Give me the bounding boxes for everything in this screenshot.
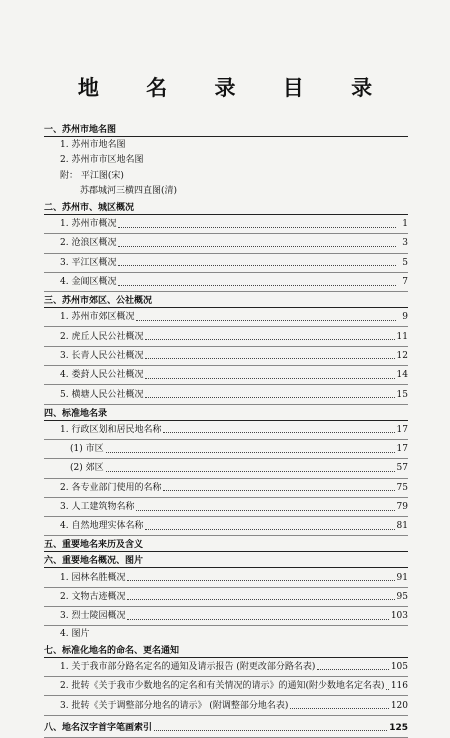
toc-entry-text: 附： 平江图(宋) [60,170,124,181]
toc-entry [44,366,408,385]
toc-entry-text: 2. 苏州市市区地名图 [60,155,144,166]
toc-entry [44,607,408,626]
toc-entry-text: 4. 金阊区概况 [60,277,117,288]
toc-entry [44,273,408,292]
toc-entry [44,677,408,696]
toc-entry-text: 4. 自然地理实体名称 [60,521,144,532]
page-number: 11 [396,331,408,342]
page-number: 9 [402,312,408,323]
toc-entry [44,498,408,517]
section-heading: 六、重要地名概况、图片 [44,555,408,568]
toc-entry [44,137,408,153]
section-heading: 四、标准地名录 [44,408,408,421]
toc-entry [44,308,408,327]
leader-dots [127,619,388,620]
leader-dots [106,471,395,472]
page-number: 105 [390,661,408,672]
page-number: 12 [396,350,408,361]
toc-entry [44,568,408,587]
toc-entry-text: 1. 苏州市郊区概况 [60,312,135,323]
toc-entry [44,184,408,200]
page-number: 75 [396,482,408,493]
toc-entry [44,153,408,169]
section-heading: 三、苏州市郊区、公社概况 [44,295,408,308]
toc-entry [44,696,408,715]
leader-dots [145,529,394,530]
toc-entry-text: 1. 苏州市概况 [60,219,117,230]
page-number: 103 [390,611,408,622]
leader-dots [154,730,387,731]
toc-entry-text: 2. 沧浪区概况 [60,238,117,249]
toc-entry-text: (1) 市区 [70,444,104,455]
leader-dots [145,378,394,379]
toc-entry-text: 2. 文物古迹概况 [60,591,126,602]
page-number: 7 [402,277,408,288]
page-number: 17 [396,444,408,455]
leader-dots [290,708,388,709]
leader-dots [118,227,396,228]
toc-entry [44,517,408,536]
leader-dots [145,339,394,340]
toc-entry [44,459,408,478]
page-title: 地 名 录 目 录 [77,75,393,100]
table-of-contents [44,124,408,738]
leader-dots [118,265,396,266]
toc-entry-text: 苏郡城河三横四直图(清) [80,186,178,197]
toc-entry-text: (2) 郊区 [70,463,104,474]
toc-entry [44,254,408,273]
leader-dots [163,490,394,491]
toc-entry-text: 3. 人工建筑物名称 [60,502,135,512]
leader-dots [136,510,394,511]
section-heading: 一、苏州市地名图 [44,124,408,137]
toc-entry [44,385,408,404]
toc-entry [44,421,408,440]
leader-dots [145,397,394,398]
toc-entry [44,626,408,642]
toc-entry-text: 3. 烈士陵园概况 [60,611,126,622]
toc-entry-text: 5. 横塘人民公社概况 [60,389,144,400]
page-number: 57 [396,463,408,474]
page-number: 17 [396,424,408,435]
toc-entry-text: 4. 图片 [60,629,90,640]
section-heading: 五、重要地名来历及含义 [44,539,408,552]
page-number: 95 [396,591,408,602]
toc-entry [44,234,408,253]
page-number: 91 [396,572,408,583]
section-heading: 七、标准化地名的命名、更名通知 [44,645,408,658]
leader-dots [127,580,394,581]
toc-entry [44,215,408,234]
page-number: 3 [402,238,408,249]
leader-dots [106,452,395,453]
page-number: 14 [396,370,408,381]
leader-dots [145,358,394,359]
page-number: 5 [402,257,408,268]
toc-entry-text: 2. 批转《关于我市少数地名的定名和有关情况的请示》的通知(附少数地名定名表) [60,681,385,692]
page-number: 120 [390,700,408,711]
toc-entry-text: 2. 各专业部门使用的名称 [60,482,162,493]
toc-entry [44,168,408,184]
leader-dots [136,320,396,321]
section-heading: 二、苏州市、城区概况 [44,202,408,215]
toc-entry-text: 3. 平江区概况 [60,257,117,268]
toc-entry-text: 4. 娄葑人民公社概况 [60,370,144,381]
page-number: 125 [389,722,408,733]
page-number: 15 [396,389,408,400]
toc-entry-text: 1. 园林名胜概况 [60,572,126,583]
toc-entry [44,440,408,459]
page-number: 116 [390,681,408,692]
page-number: 1 [402,219,408,230]
leader-dots [163,432,394,433]
toc-entry-text: 2. 虎丘人民公社概况 [60,331,144,342]
toc-entry-text: 1. 行政区划和居民地名称 [60,424,162,435]
leader-dots [386,689,388,690]
toc-entry-text: 1. 关于我市部分路名定名的通知及请示报告 (附更改部分路名表) [60,661,316,672]
toc-entry-text: 3. 长青人民公社概况 [60,350,144,361]
page-number: 79 [396,502,408,512]
toc-entry [44,658,408,677]
section-heading [44,719,408,738]
toc-entry-text: 1. 苏州市地名图 [60,139,126,150]
toc-entry [44,479,408,498]
leader-dots [317,669,388,670]
toc-entry [44,588,408,607]
toc-entry-text: 3. 批转《关于调整部分地名的请示》 (附调整部分地名表) [60,700,289,711]
page-number: 81 [396,521,408,532]
leader-dots [118,285,396,286]
toc-entry [44,327,408,346]
section-heading-text: 八、地名汉字首字笔画索引 [44,722,153,733]
leader-dots [118,246,396,247]
toc-entry [44,347,408,366]
leader-dots [127,599,394,600]
